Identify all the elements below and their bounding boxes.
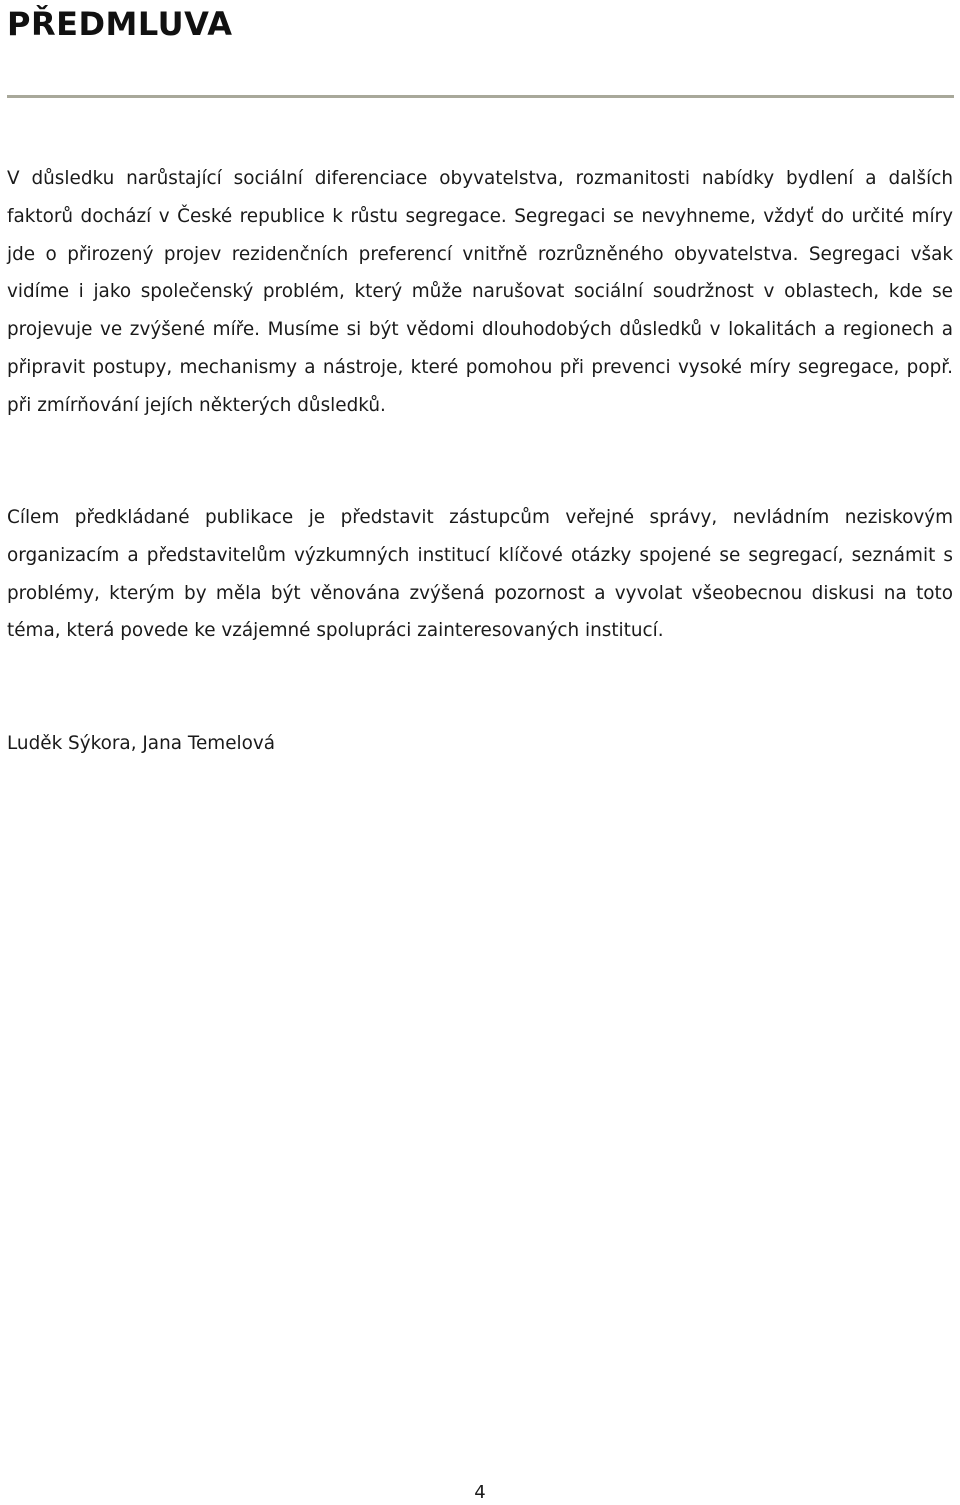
page-title: PŘEDMLUVA bbox=[7, 5, 233, 43]
paragraph-intro: V důsledku narůstající sociální diferenciace obyvatelstva, rozmanitosti nabídky bydlení a dalších faktorů dochází v České republice k růstu segregace. Segregaci se nevyhneme, vždyť do určité míry jde o přirozený projev rezidenčních preferencí vnitřně rozrůzněného obyvatelstva. Segregaci však vidíme i jako společenský problém, který může narušovat sociální soudržnost v oblastech, kde se projevuje ve zvýšené míře. Musíme si být vědomi dlouhodobých důsledků v lokalitách a regionech a připravit postupy, mechanismy a nástroje, které pomohou při prevenci vysoké míry segregace, popř. při zmírňování jejích některých důsledků. bbox=[7, 168, 953, 416]
page-number: 4 bbox=[474, 1482, 486, 1503]
heading-divider bbox=[7, 95, 954, 98]
author-signature: Luděk Sýkora, Jana Temelová bbox=[7, 733, 276, 754]
paragraph-aim: Cílem předkládané publikace je představit zástupcům veřejné správy, nevládním neziskovým organizacím a představitelům výzkumných institucí klíčové otázky spojené se segregací, seznámit s problémy, kterým by měla být věnována zvýšená pozornost a vyvolat všeobecnou diskusi na toto téma, která povede ke vzájemné spolupráci zainteresovaných institucí. bbox=[7, 507, 953, 642]
